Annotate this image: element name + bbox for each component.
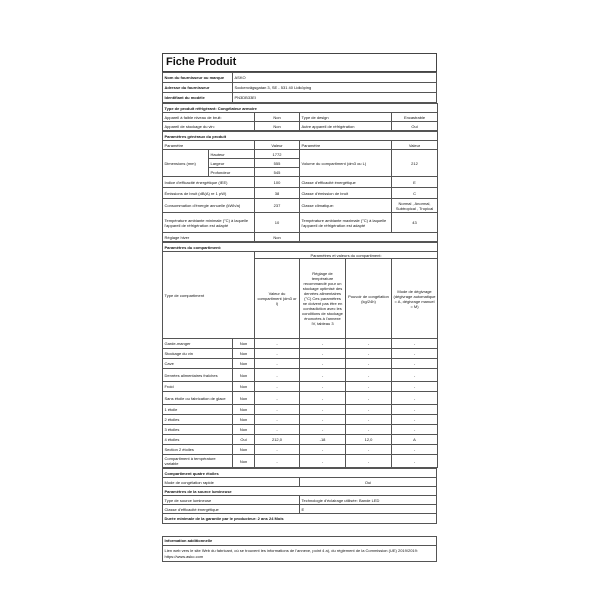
compartment-row (163, 349, 438, 359)
four-star-section-title: Compartiment quatre étoiles (163, 469, 437, 478)
general-head-value: Valeur (255, 141, 300, 150)
dimension-name: Hauteur (209, 150, 255, 159)
compartment-freeze: - (346, 415, 392, 425)
compartment-defrost: - (392, 425, 438, 435)
light-row-value: Technologie d'éclairage utilisée: Bande LED (300, 496, 437, 505)
sheet-title: Fiche Produit (162, 53, 437, 72)
general-head-param: Paramètre (163, 141, 255, 150)
compartment-row (163, 382, 438, 392)
compartment-defrost: - (392, 369, 438, 382)
general-head-value2: Valeur (392, 141, 438, 150)
compartment-temp: - (300, 445, 346, 455)
compartment-volume: - (255, 369, 300, 382)
compartment-temp: - (300, 369, 346, 382)
compartment-name: Cave (163, 359, 233, 369)
compartment-name: Sans étoile ou fabrication de glace (163, 392, 233, 405)
compartment-name: Stockage du vin (163, 349, 233, 359)
type-row-label: Type de design (300, 113, 392, 122)
compartment-present: Non (233, 349, 255, 359)
light-row-label: Type de source lumineuse (163, 496, 300, 505)
compartment-name: Compartiment à température variable (163, 455, 233, 468)
info-section-title: Information additionnelle (163, 537, 437, 546)
compartment-volume: 212,0 (255, 435, 300, 445)
general-row-value: 43 (392, 213, 438, 233)
compartment-present: Non (233, 425, 255, 435)
compartment-defrost: - (392, 445, 438, 455)
general-row-value: 10 (255, 213, 300, 233)
type-section-title: Type de produit réfrigérant: Congélateur armoire (163, 104, 438, 113)
compartment-temp: - (300, 359, 346, 369)
compartment-volume: - (255, 415, 300, 425)
compartment-defrost: - (392, 405, 438, 415)
compartment-defrost: - (392, 339, 438, 349)
compartment-present: Non (233, 455, 255, 468)
header-table (162, 72, 437, 103)
general-table (162, 131, 438, 242)
compartment-freeze: - (346, 455, 392, 468)
compartment-volume: - (255, 425, 300, 435)
compartment-row (163, 435, 438, 445)
type-row-value: Encastrable (392, 113, 438, 122)
general-head-param2: Paramètre (300, 141, 392, 150)
info-text: Lien web vers le site Web du fabricant, où se trouvent les informations de l'annexe, point 4 a), du règlement de la Commission (UE) 2019/2019: https://www.asko.com (163, 546, 437, 562)
compartment-volume: - (255, 349, 300, 359)
supplier-label: Nom du fournisseur ou marque (163, 73, 233, 83)
compartment-defrost: - (392, 415, 438, 425)
compartment-defrost: - (392, 392, 438, 405)
empty-cell (300, 233, 438, 242)
compartment-freeze: 12,0 (346, 435, 392, 445)
compartment-volume: - (255, 392, 300, 405)
compartment-row (163, 455, 438, 468)
type-row-value: Oui (392, 122, 438, 131)
compartment-row (163, 425, 438, 435)
type-row-value: Non (255, 122, 300, 131)
compartment-row (163, 405, 438, 415)
compartment-name: Garde-manger (163, 339, 233, 349)
general-row-value: 100 (255, 177, 300, 188)
compartment-temp: -18 (300, 435, 346, 445)
compartment-present: Non (233, 369, 255, 382)
supplier-value: ASKO (233, 73, 437, 83)
light-row-label: Classe d'efficacité énergétique (163, 505, 300, 514)
type-row-label: Appareil de stockage du vin: (163, 122, 255, 131)
type-row-value: Non (255, 113, 300, 122)
compartment-defrost: A (392, 435, 438, 445)
compartment-row (163, 445, 438, 455)
compartment-table (162, 242, 438, 468)
compartment-present: Non (233, 339, 255, 349)
compartment-present: Non (233, 382, 255, 392)
compartment-temp: - (300, 455, 346, 468)
compartment-defrost: - (392, 382, 438, 392)
compartment-present: Non (233, 445, 255, 455)
compartment-freeze: - (346, 405, 392, 415)
compartment-name: Section 2 étoiles (163, 445, 233, 455)
compartment-row (163, 369, 438, 382)
compartment-temp: - (300, 392, 346, 405)
compartment-name: 3 étoiles (163, 425, 233, 435)
info-table (162, 536, 437, 562)
general-row-value: Normal , Anormal, Subtropical , Tropical (392, 199, 438, 213)
general-row-label: Indice d'efficacité énergétique (IEE) (163, 177, 255, 188)
winter-label: Réglage hiver (163, 233, 255, 242)
compartment-volume: - (255, 405, 300, 415)
type-row-label: Appareil à faible niveau de bruit: (163, 113, 255, 122)
comp-section-title: Paramètres du compartiment: (163, 243, 438, 252)
volume-value: 212 (392, 150, 438, 177)
comp-head-freeze: Pouvoir de congélation (kg/24h) (346, 259, 392, 339)
compartment-temp: - (300, 415, 346, 425)
type-table (162, 103, 438, 131)
general-row-label: Température ambiante maximale (°C) à laquelle l'appareil de réfrigération est adapté (300, 213, 392, 233)
compartment-present: Non (233, 359, 255, 369)
compartment-freeze: - (346, 382, 392, 392)
compartment-freeze: - (346, 425, 392, 435)
quick-freeze-value: Oui (300, 478, 437, 487)
general-row-label: Température ambiante minimale (°C) à laquelle l'appareil de réfrigération est adapté (163, 213, 255, 233)
product-sheet (162, 53, 437, 562)
compartment-defrost: - (392, 359, 438, 369)
comp-params-title: Paramètres et valeurs du compartiment: (255, 252, 438, 259)
compartment-freeze: - (346, 369, 392, 382)
compartment-name: 1 étoile (163, 405, 233, 415)
compartment-name: 2 étoiles (163, 415, 233, 425)
address-label: Adresse du fournisseur (163, 83, 233, 93)
compartment-present: Oui (233, 435, 255, 445)
compartment-temp: - (300, 425, 346, 435)
dimension-name: Profondeur (209, 168, 255, 177)
model-value: PN3DB33EI (233, 93, 437, 103)
general-row-label: Classe d'efficacité énergétique (300, 177, 392, 188)
compartment-freeze: - (346, 359, 392, 369)
compartment-row (163, 392, 438, 405)
general-row-value: 237 (255, 199, 300, 213)
address-value: Sockenvägsgatan 3, SE - 531 40 Lidköping (233, 83, 437, 93)
compartment-volume: - (255, 455, 300, 468)
volume-label: Volume du compartiment (dm3 ou L) (300, 150, 392, 177)
type-row-label: Autre appareil de réfrigération (300, 122, 392, 131)
compartment-present: Non (233, 415, 255, 425)
compartment-volume: - (255, 339, 300, 349)
comp-head-volume: Valeur du compartiment (dm3 or l) (255, 259, 300, 339)
compartment-temp: - (300, 349, 346, 359)
compartment-freeze: - (346, 339, 392, 349)
warranty: Durée minimale de la garantie par le producteur: 2 ans 24 Mois (163, 514, 437, 524)
dimensions-label: Dimensions (mm) (163, 150, 209, 177)
dimension-value: 1772 (255, 150, 300, 159)
compartment-temp: - (300, 405, 346, 415)
comp-head-defrost: Mode de dégivrage (dégivrage automatique = A, dégivrage manuel = M) (392, 259, 438, 339)
compartment-defrost: - (392, 455, 438, 468)
light-section-title: Paramètres de la source lumineuse (163, 487, 437, 496)
compartment-defrost: - (392, 349, 438, 359)
dimension-name: Largeur (209, 159, 255, 168)
general-row-value: E (392, 177, 438, 188)
model-label: Identifiant du modèle (163, 93, 233, 103)
compartment-present: Non (233, 392, 255, 405)
general-section-title: Paramètres généraux du produit (163, 132, 438, 141)
compartment-name: Denrées alimentaires fraîches (163, 369, 233, 382)
compartment-row (163, 359, 438, 369)
dimension-value: 545 (255, 168, 300, 177)
compartment-row (163, 415, 438, 425)
general-row-value: C (392, 188, 438, 199)
light-row-value: E (300, 505, 437, 514)
general-row-label: Consommation d'énergie annuelle (kWh/a) (163, 199, 255, 213)
compartment-name: 4 étoiles (163, 435, 233, 445)
dimension-value: 555 (255, 159, 300, 168)
compartment-temp: - (300, 339, 346, 349)
compartment-name: Froid (163, 382, 233, 392)
comp-type-label: Type de compartiment (163, 252, 255, 339)
four-star-table (162, 468, 437, 524)
compartment-freeze: - (346, 349, 392, 359)
general-row-label: Émissions de bruit (dB(A) re 1 pW) (163, 188, 255, 199)
comp-head-temp: Réglage de température recommandé pour un stockage optimisé des denrées alimentaires (°C) Ces paramètres ne doivent pas être en contradiction avec les conditions de stockage énoncées à l'annexe IV, tableau 3 (300, 259, 346, 339)
quick-freeze-label: Mode de congélation rapide (163, 478, 300, 487)
general-row-value: 38 (255, 188, 300, 199)
compartment-freeze: - (346, 392, 392, 405)
compartment-row (163, 339, 438, 349)
general-row-label: Classe climatique: (300, 199, 392, 213)
compartment-volume: - (255, 359, 300, 369)
compartment-freeze: - (346, 445, 392, 455)
compartment-volume: - (255, 382, 300, 392)
compartment-present: Non (233, 405, 255, 415)
winter-value: Non (255, 233, 300, 242)
compartment-temp: - (300, 382, 346, 392)
compartment-volume: - (255, 445, 300, 455)
general-row-label: Classe d'émission de bruit (300, 188, 392, 199)
